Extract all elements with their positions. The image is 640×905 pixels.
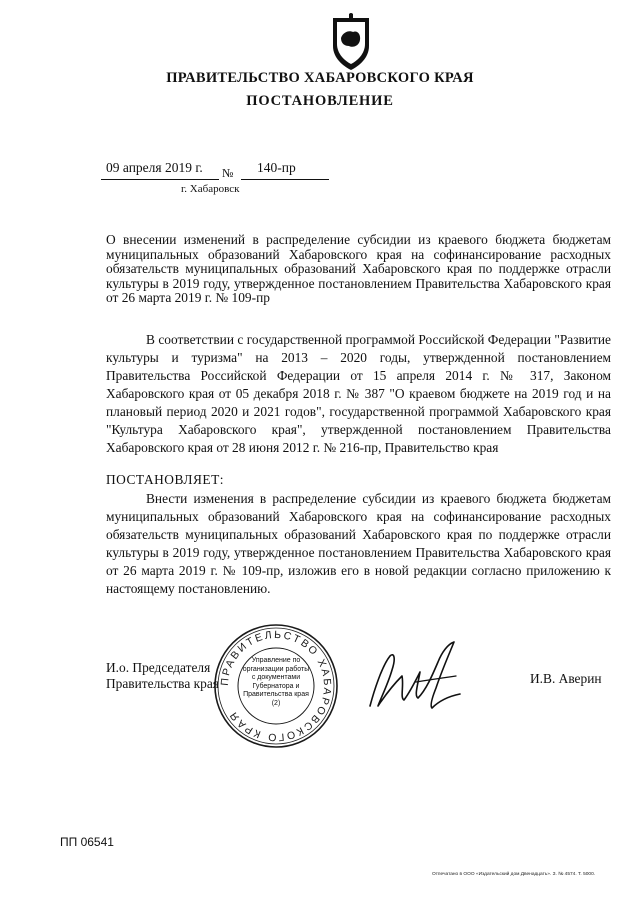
number-label: № xyxy=(222,166,234,180)
government-title: ПРАВИТЕЛЬСТВО ХАБАРОВСКОГО КРАЯ xyxy=(166,70,474,86)
signatory-position xyxy=(106,660,219,692)
date-underline xyxy=(101,179,219,180)
document-type: ПОСТАНОВЛЕНИЕ xyxy=(246,93,394,109)
decree-heading: ПОСТАНОВЛЯЕТ: xyxy=(106,472,224,487)
stamp-center-text: Управление по организации работы с документами Губернатора и Правительства края (2) xyxy=(242,657,310,707)
preamble-paragraph: В соответствии с государственной программой Российской Федерации "Развитие культуры и туризма" на 2013 – 2020 годы, утвержденной постановлением Правительства Российской Федерации от 15 апреля 2014 г. № 317, Законом Хабаровского края от 05 декабря 2018 г. № 387 "О краевом бюджете на 2019 год и на плановый период 2020 и 2021 годов", государственной программой Хабаровского края "Культура Хабаровского края", утвержденной постановлением Правительства Хабаровского края от 28 июня 2012 г. № 216-пр, Правительство края xyxy=(106,332,611,455)
document-code: ПП 06541 xyxy=(60,835,114,849)
printer-imprint: Отпечатано в ООО «Издательский дом Двенадцать». З. № 4574. Т. 5000. xyxy=(432,872,596,877)
document-date: 09 апреля 2019 г. xyxy=(106,160,203,175)
position-line-1: И.о. Председателя xyxy=(106,660,211,675)
number-underline xyxy=(241,179,329,180)
document-place: г. Хабаровск xyxy=(181,183,240,195)
coat-of-arms-icon xyxy=(327,12,375,72)
document-number: 140-пр xyxy=(257,160,296,175)
handwritten-signature xyxy=(360,636,470,716)
stamp-ring-text: ПРАВИТЕЛЬСТВО ХАБАРОВСКОГО КРАЯ xyxy=(218,628,334,744)
position-line-2: Правительства края xyxy=(106,676,219,691)
signatory-name: И.В. Аверин xyxy=(530,671,602,686)
document-subject: О внесении изменений в распределение субсидии из краевого бюджета бюджетам муниципальных образований Хабаровского края на софинансирование расходных обязательств муниципальных образований Хабаровского края по поддержке отрасли культуры в 2019 году, утвержденное постановлением Правительства Хабаровского края от 26 марта 2019 г. № 109-пр xyxy=(106,232,611,305)
decree-clause: Внести изменения в распределение субсидии из краевого бюджета бюджетам муниципальных образований Хабаровского края на софинансирование расходных обязательств муниципальных образований Хабаровского края по поддержке отрасли культуры в 2019 году, утвержденное постановлением Правительства Хабаровского края от 26 марта 2019 г. № 109-пр, изложив его в новой редакции согласно приложению к настоящему постановлению. xyxy=(106,491,611,596)
